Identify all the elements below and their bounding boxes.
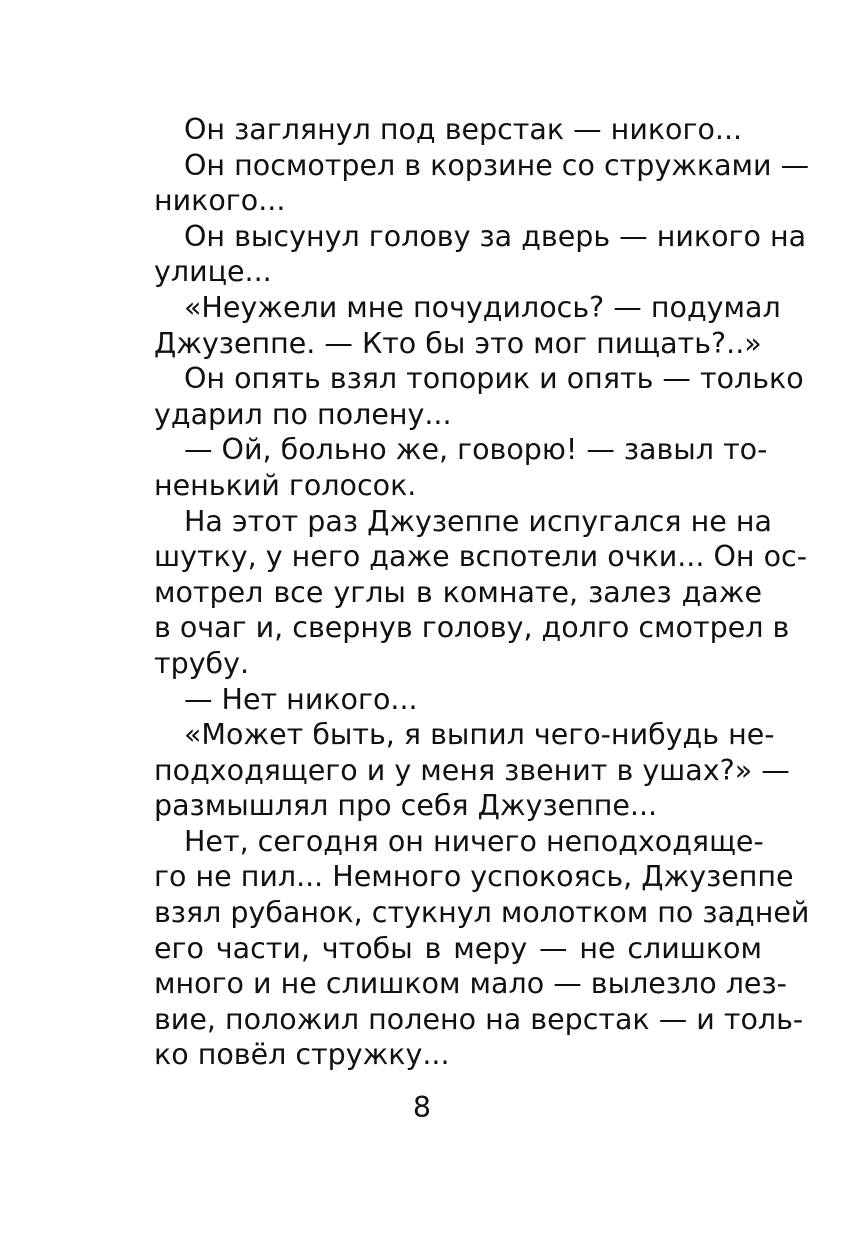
paragraph: [124, 432, 768, 503]
text-line: Он опять взял топорик и опять — только: [184, 362, 804, 396]
text-line: никого...: [154, 184, 286, 218]
text-line: его части, чтобы в меру — не слишком: [154, 931, 762, 965]
paragraph: [124, 824, 810, 1073]
text-line: трубу.: [154, 646, 250, 680]
paragraph: [124, 504, 807, 682]
text-line: улице...: [154, 255, 272, 289]
paragraph: [124, 682, 762, 718]
text-line: ударил по полену...: [154, 397, 452, 431]
paragraph: [124, 290, 781, 361]
text-line: «Неужели мне почудилось? — подумал: [184, 290, 781, 324]
text-line: подходящего и у меня звенит в ушах?» —: [154, 753, 790, 787]
text-line: ко повёл стружку...: [154, 1038, 450, 1072]
text-line: Он посмотрел в корзине со стружками —: [184, 148, 810, 182]
paragraph: [124, 148, 810, 219]
text-line: Нет, сегодня он ничего неподходяще-: [184, 824, 764, 858]
text-line: ненький голосок.: [154, 468, 417, 502]
text-line: шутку, у него даже вспотели очки... Он ос-: [154, 540, 807, 574]
text-line: го не пил... Немного успокоясь, Джузеппе: [154, 860, 794, 894]
body-text: [124, 112, 810, 1073]
text-line: Он высунул голову за дверь — никого на: [184, 219, 807, 253]
text-line: размышлял про себя Джузеппе...: [154, 789, 658, 823]
paragraph: [124, 112, 762, 148]
page-number: 8: [412, 1091, 432, 1124]
text-line: «Может быть, я выпил чего-нибудь не-: [184, 718, 775, 752]
paragraph: [124, 717, 790, 824]
text-line: На этот раз Джузеппе испугался не на: [184, 504, 772, 538]
text-line: много и не слишком мало — вылезло лез-: [154, 967, 787, 1001]
paragraph: [124, 361, 804, 432]
text-line: вие, положил полено на верстак — и толь-: [154, 1002, 804, 1036]
text-line: в очаг и, свернув голову, долго смотрел в: [154, 611, 790, 645]
text-line: Он заглянул под верстак — никого...: [184, 113, 743, 146]
text-line: — Нет никого...: [184, 682, 418, 716]
text-line: мотрел все углы в комнате, залез даже: [154, 575, 762, 609]
text-line: — Ой, больно же, говорю! — завыл то-: [184, 433, 768, 467]
paragraph: [124, 219, 807, 290]
text-line: Джузеппе. — Кто бы это мог пищать?..»: [154, 326, 762, 360]
text-line: взял рубанок, стукнул молотком по задней: [154, 896, 810, 930]
